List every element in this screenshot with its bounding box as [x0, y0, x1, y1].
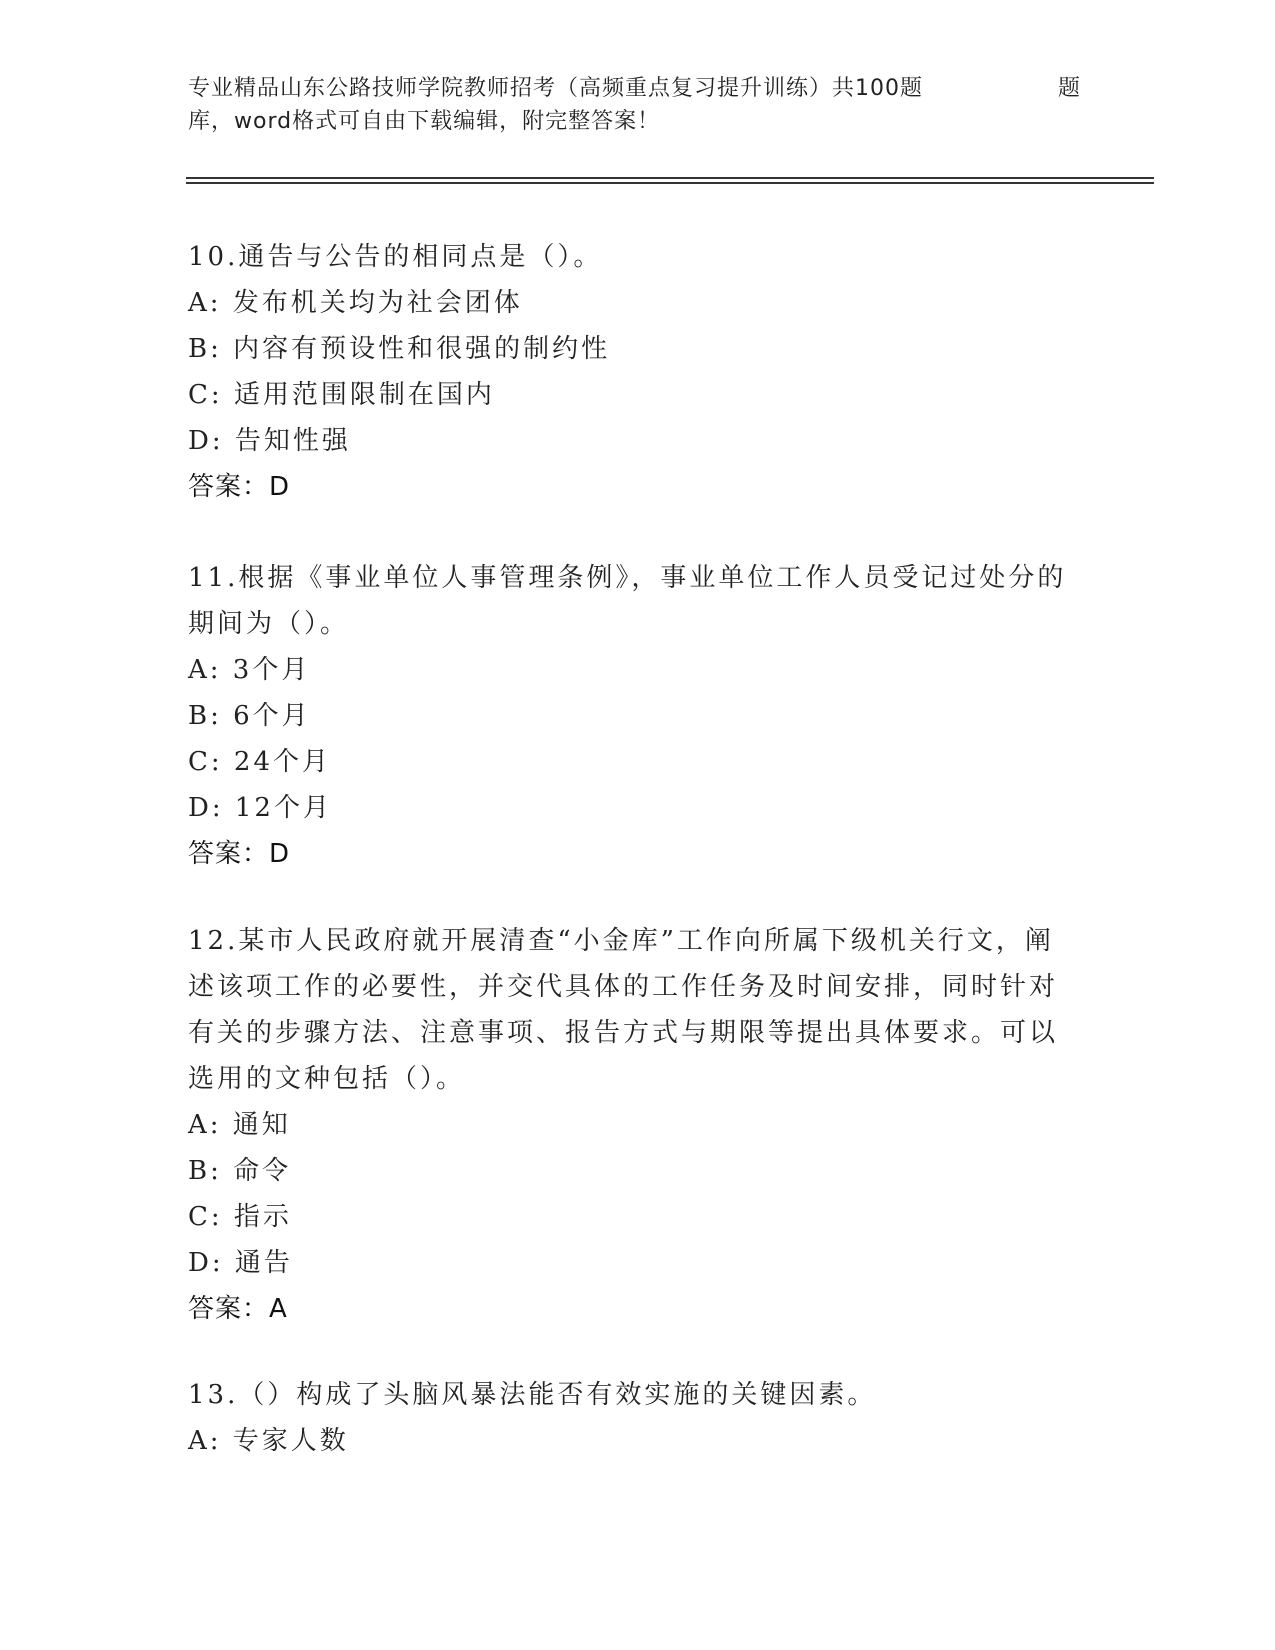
option-a: A: 3个月	[188, 655, 311, 685]
option-d: D: 12个月	[188, 793, 332, 823]
question-13	[188, 1372, 1078, 1464]
option-a: A: 专家人数	[188, 1426, 349, 1456]
option-d: D: 通告	[188, 1248, 293, 1278]
option-c: C: 适用范围限制在国内	[188, 380, 495, 410]
option-c: C: 24个月	[188, 747, 332, 777]
answer-line: 答案：D	[188, 472, 291, 502]
question-11	[188, 555, 1078, 877]
option-c: C: 指示	[188, 1202, 292, 1232]
question-10	[188, 234, 1078, 510]
header-title-text: 专业精品山东公路技师学院教师招考（高频重点复习提升训练）共100题	[188, 76, 923, 101]
header-divider-top	[186, 177, 1154, 179]
header-title-line-1	[188, 72, 1088, 105]
question-stem: 12.某市人民政府就开展清查“小金库”工作向所属下级机关行文，阐述该项工作的必要性，并交代具体的工作任务及时间安排，同时针对有关的步骤方法、注意事项、报告方式与期限等提出具体要求。可以选用的文种包括（）。	[188, 926, 1059, 1094]
option-a: A: 发布机关均为社会团体	[188, 288, 523, 318]
question-stem: 10.通告与公告的相同点是（）。	[188, 242, 603, 272]
header-title-tail: 题	[1058, 76, 1082, 101]
answer-line: 答案：A	[188, 1294, 288, 1324]
header-title-line-2: 库，word格式可自由下载编辑，附完整答案！	[188, 109, 661, 134]
question-stem: 13.（）构成了头脑风暴法能否有效实施的关键因素。	[188, 1380, 877, 1410]
answer-line: 答案：D	[188, 839, 291, 869]
option-a: A: 通知	[188, 1110, 291, 1140]
document-header	[188, 72, 1088, 138]
option-d: D: 告知性强	[188, 426, 351, 456]
option-b: B: 命令	[188, 1156, 292, 1186]
option-b: B: 内容有预设性和很强的制约性	[188, 334, 611, 364]
question-12	[188, 918, 1078, 1332]
question-stem: 11.根据《事业单位人事管理条例》，事业单位工作人员受记过处分的期间为（）。	[188, 563, 1067, 639]
header-divider-bottom	[186, 182, 1154, 184]
option-b: B: 6个月	[188, 701, 311, 731]
